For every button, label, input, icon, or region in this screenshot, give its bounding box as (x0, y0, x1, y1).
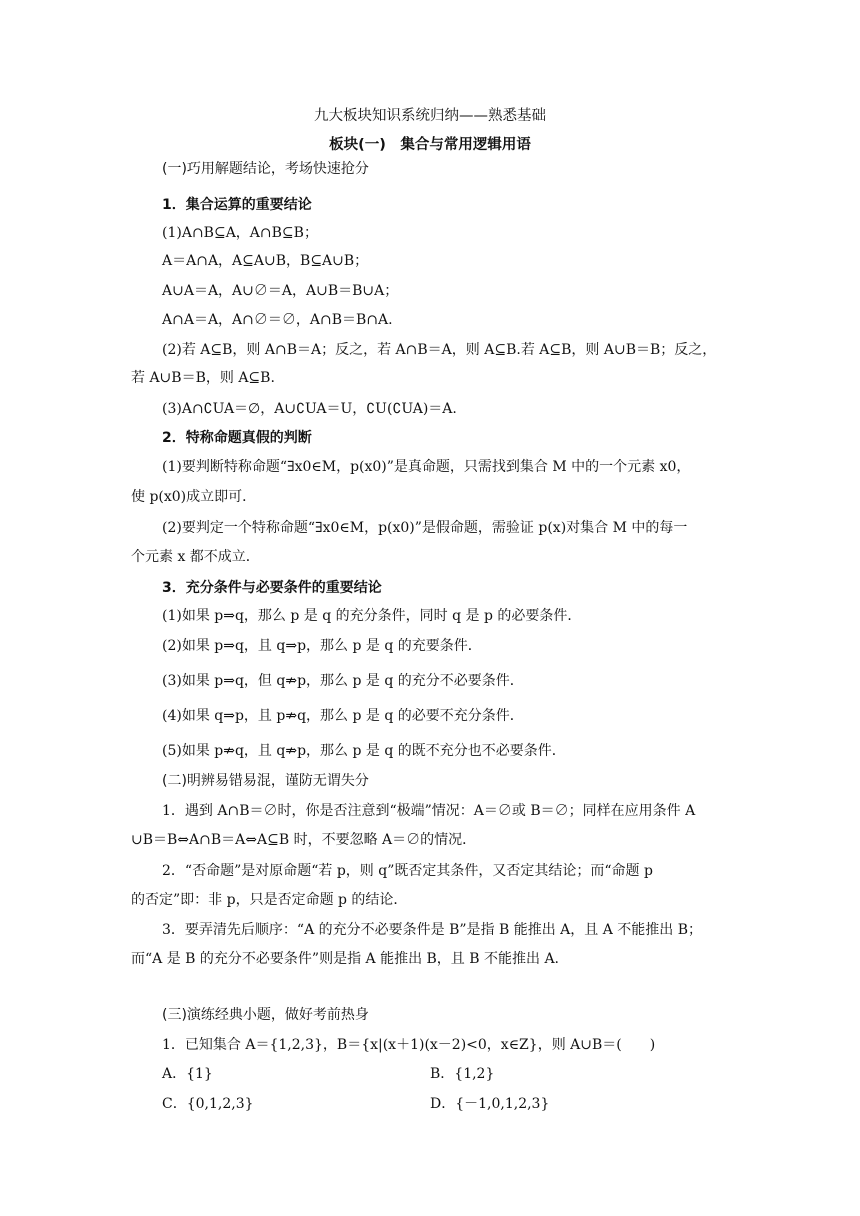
text-line: 而“A 是 B 的充分不必要条件”则是指 A 能推出 B，且 B 不能推出 A. (131, 951, 560, 967)
document-title: 九大板块知识系统归纳——熟悉基础 (314, 108, 546, 124)
text-line: A∪A＝A，A∪∅＝A，A∪B＝B∪A； (162, 283, 399, 299)
text-line: 2．“否命题”是对原命题“若 p，则 q”既否定其条件，又否定其结论；而“命题 p (162, 863, 653, 879)
topic-heading: 2．特称命题真假的判断 (162, 430, 312, 446)
text-line: 个元素 x 都不成立． (131, 549, 260, 565)
text-line: (2)要判定一个特称命题“∃x0∈M，p(x0)”是假命题，需验证 p(x)对集合 M 中的每一 (162, 520, 688, 536)
text-line: (5)如果 p⇏q，且 q⇏p，那么 p 是 q 的既不充分也不必要条件． (162, 743, 566, 759)
topic-heading: 1．集合运算的重要结论 (162, 197, 312, 213)
text-line: A∩A＝A，A∩∅＝∅，A∩B＝B∩A. (162, 312, 393, 328)
text-line: 的否定”即：非 p，只是否定命题 p 的结论． (131, 892, 408, 908)
answer-option-b: B．{1,2} (430, 1066, 495, 1082)
answer-option-c: C．{0,1,2,3} (162, 1096, 254, 1112)
text-line: (3)如果 p⇒q，但 q⇏p，那么 p 是 q 的充分不必要条件． (162, 673, 524, 689)
text-line: (1)A∩B⊆A，A∩B⊆B； (162, 225, 318, 241)
text-line: (2)如果 p⇒q，且 q⇒p，那么 p 是 q 的充要条件． (162, 638, 482, 654)
part-heading: (二)明辨易错易混，谨防无谓失分 (162, 773, 369, 789)
text-line: (2)若 A⊆B，则 A∩B＝A；反之，若 A∩B＝A，则 A⊆B.若 A⊆B，则 A∪B＝B；反之， (162, 342, 717, 358)
text-line: 1．遇到 A∩B＝∅时，你是否注意到“极端”情况：A＝∅或 B＝∅；同样在应用条件 A (162, 803, 696, 819)
text-line: ∪B＝B⇔A∩B＝A⇔A⊆B 时，不要忽略 A＝∅的情况． (131, 832, 477, 848)
text-line: (1)如果 p⇒q，那么 p 是 q 的充分条件，同时 q 是 p 的必要条件． (162, 608, 582, 624)
answer-option-d: D．{－1,0,1,2,3} (430, 1096, 550, 1112)
part-heading: (三)演练经典小题，做好考前热身 (162, 1007, 369, 1023)
question-line: 1．已知集合 A＝{1,2,3}，B＝{x|(x＋1)(x－2)<0，x∈Z}，则 A∪B＝( ) (162, 1037, 656, 1053)
section-title: 板块(一) 集合与常用逻辑用语 (329, 137, 531, 153)
topic-heading: 3．充分条件与必要条件的重要结论 (162, 580, 382, 596)
text-line: 若 A∪B＝B，则 A⊆B. (131, 370, 275, 386)
answer-option-a: A．{1} (162, 1066, 213, 1082)
part-heading: (一)巧用解题结论，考场快速抢分 (162, 161, 369, 177)
text-line: (1)要判断特称命题“∃x0∈M，p(x0)”是真命题，只需找到集合 M 中的一个元素 x0， (162, 459, 691, 475)
text-line: 3．要弄清先后顺序：“A 的充分不必要条件是 B”是指 B 能推出 A，且 A 不能推出 B； (162, 922, 703, 938)
text-line: (3)A∩∁UA＝∅，A∪∁UA＝U，∁U(∁UA)＝A. (162, 401, 457, 417)
text-line: (4)如果 q⇒p，且 p⇏q，那么 p 是 q 的必要不充分条件． (162, 708, 524, 724)
text-line: 使 p(x0)成立即可． (131, 489, 257, 505)
text-line: A＝A∩A，A⊆A∪B，B⊆A∪B； (162, 253, 369, 269)
